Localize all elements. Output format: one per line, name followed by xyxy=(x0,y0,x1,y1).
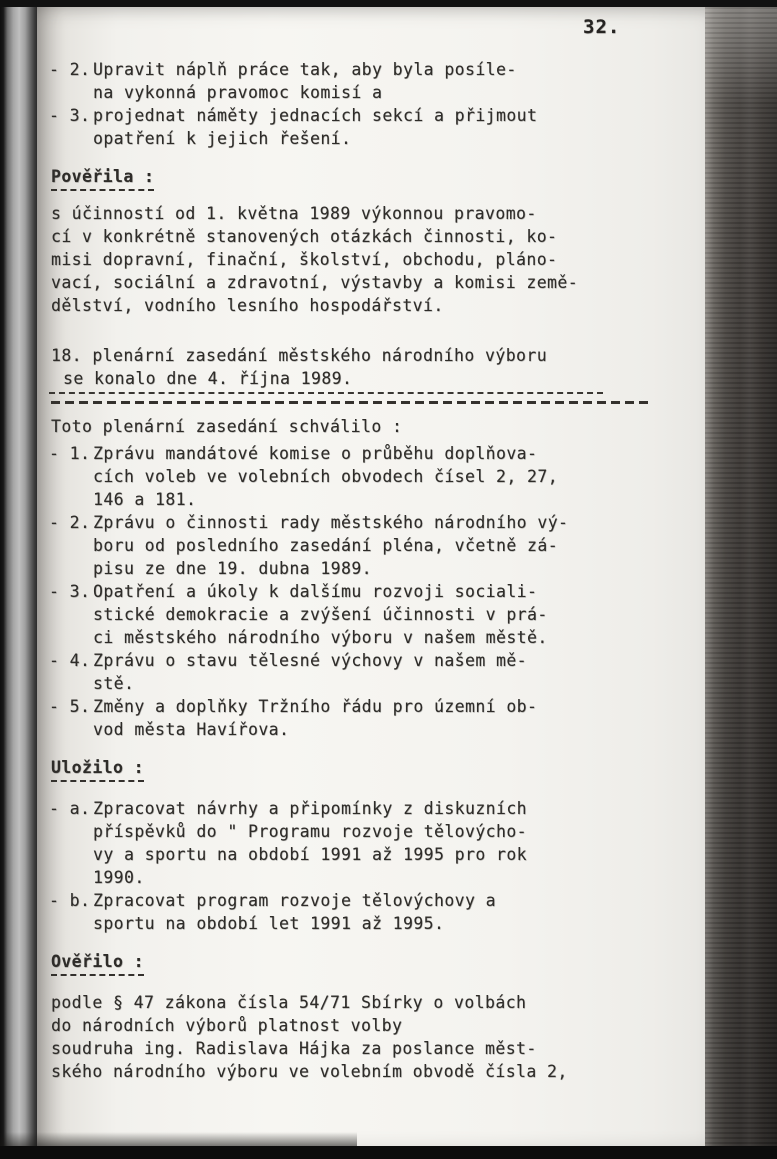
line-continuation: ci městského národního výboru v našem městě. xyxy=(93,628,548,647)
list-marker: - 3. xyxy=(49,106,91,125)
paragraph-line: ského národního výboru ve volebním obvodě čísla 2, xyxy=(51,1062,568,1081)
line-continuation: 1990. xyxy=(93,868,145,887)
list-marker: - 3. xyxy=(49,582,91,601)
spacer xyxy=(49,976,675,991)
list-marker: - 2. xyxy=(49,513,91,532)
section-heading xyxy=(49,756,675,782)
line-text: projednat náměty jednacích sekcí a přijmout xyxy=(93,106,538,125)
line-text: Zprávu mandátové komise o průběhu doplňova- xyxy=(93,444,538,463)
scan-smudge xyxy=(0,1132,357,1146)
line-continuation: vy a sportu na období 1991 až 1995 pro rok xyxy=(93,845,528,864)
list-item xyxy=(49,797,675,820)
paragraph-line: podle § 47 zákona čísla 54/71 Sbírky o volbách xyxy=(51,993,527,1012)
list-item xyxy=(49,442,675,465)
list-item xyxy=(49,889,675,912)
paragraph-line: dělství, vodního lesního hospodářství. xyxy=(51,296,444,315)
list-marker: - 4. xyxy=(49,651,91,670)
scanner-top-bar xyxy=(0,0,777,7)
heading-text: Pověřila : xyxy=(51,165,154,191)
paragraph-line: misi dopravní, finační, školství, obchodu, pláno- xyxy=(51,250,558,269)
line-continuation: pisu ze dne 19. dubna 1989. xyxy=(93,559,373,578)
spacer xyxy=(49,782,675,797)
line-continuation: 146 a 181. xyxy=(93,490,197,509)
line-text: Opatření a úkoly k dalšímu rozvoji sociali- xyxy=(93,582,538,601)
line-text: Zprávu o činnosti rady městského národního vý- xyxy=(93,513,569,532)
list-item xyxy=(49,511,675,534)
spacer xyxy=(49,935,675,950)
heading-text: Uložilo : xyxy=(51,756,144,782)
line-text: Upravit náplň práce tak, aby byla posíle- xyxy=(93,60,517,79)
list-item xyxy=(49,58,675,81)
list-item xyxy=(49,104,675,127)
line-text: Zpracovat program rozvoje tělovýchovy a xyxy=(93,891,497,910)
line-continuation: cích voleb ve volebních obvodech čísel 2, 27, xyxy=(93,467,559,486)
line-continuation: vod města Havířova. xyxy=(93,720,290,739)
list-marker: - 5. xyxy=(49,697,91,716)
line-continuation: na vykonná pravomoc komisí a xyxy=(93,83,383,102)
spacer xyxy=(49,404,675,415)
list-marker: - a. xyxy=(49,799,91,818)
line-text: Změny a doplňky Tržního řádu pro územní ob- xyxy=(93,697,538,716)
line-continuation: stické demokracie a zvýšení účinnosti v prá- xyxy=(93,605,548,624)
section-heading xyxy=(49,165,675,191)
paragraph-line: 18. plenární zasedání městského národního výboru xyxy=(51,346,548,365)
spacer xyxy=(49,317,675,344)
book-spine-shadow xyxy=(705,0,777,1159)
line-continuation: příspěvků do " Programu rozvoje tělovýcho- xyxy=(93,822,528,841)
book-left-edge xyxy=(0,0,37,1159)
list-marker: - 2. xyxy=(49,60,91,79)
paragraph-line: vací, sociální a zdravotní, výstavby a komisi země- xyxy=(51,273,579,292)
list-item xyxy=(49,695,675,718)
line-continuation: opatření k jejich řešení. xyxy=(93,129,352,148)
spacer xyxy=(49,741,675,756)
list-item xyxy=(49,649,675,672)
list-marker: - b. xyxy=(49,891,91,910)
title-underlined: se konalo dne 4. října 1989. xyxy=(49,367,603,394)
paragraph-line: Toto plenární zasedání schválilo : xyxy=(51,417,403,436)
scanner-bottom-bar xyxy=(0,1146,777,1159)
document-page xyxy=(37,6,705,1146)
section-heading xyxy=(49,950,675,976)
line-text: Zpracovat návrhy a připomínky z diskuzních xyxy=(93,799,528,818)
page-number: 32. xyxy=(583,16,621,38)
list-marker: - 1. xyxy=(49,444,91,463)
paragraph-line: soudruha ing. Radislava Hájka za poslance měst- xyxy=(51,1039,537,1058)
paragraph-line: cí v konkrétně stanovených otázkách činnosti, ko- xyxy=(51,227,558,246)
paragraph-line: s účinností od 1. května 1989 výkonnou pravomo- xyxy=(51,204,537,223)
line-continuation: stě. xyxy=(93,674,135,693)
line-text: Zprávu o stavu tělesné výchovy v našem mě- xyxy=(93,651,528,670)
line-continuation: boru od posledního zasedání pléna, včetně zá- xyxy=(93,536,559,555)
paragraph-line: do národních výborů platnost volby xyxy=(51,1016,403,1035)
line-continuation: sportu na období let 1991 až 1995. xyxy=(93,914,445,933)
document-lines xyxy=(49,58,675,1083)
spacer xyxy=(49,150,675,165)
list-item xyxy=(49,580,675,603)
heading-text: Ověřilo : xyxy=(51,950,144,976)
spacer xyxy=(49,191,675,202)
